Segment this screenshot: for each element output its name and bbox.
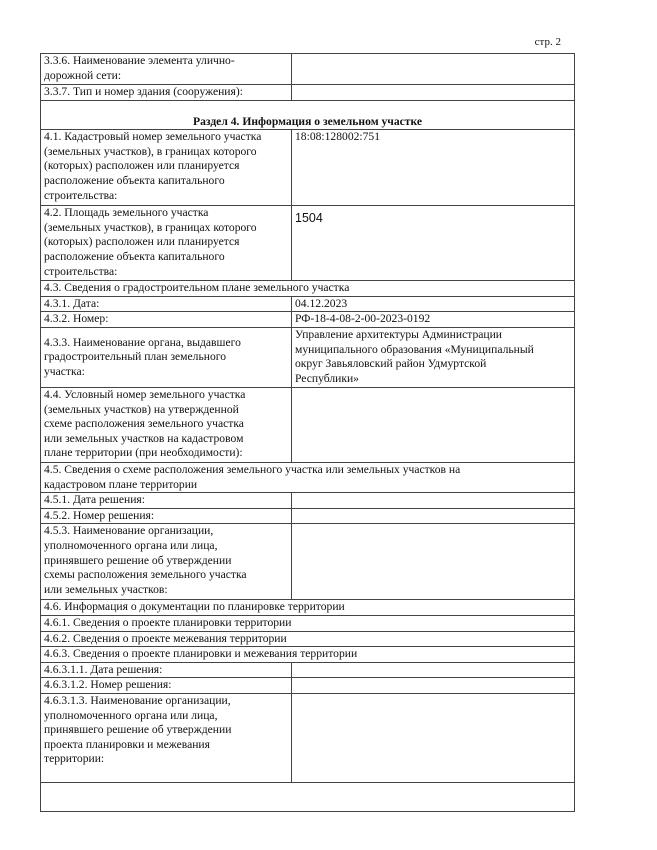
project-organization-label: 4.6.3.1.3. Наименование организации, уполномоченного органа или лица, принявшего решение об утверждении проекта планировки и межевания территории: [41, 693, 292, 782]
table-row [41, 508, 575, 524]
urban-plan-date-value[interactable]: 04.12.2023 [292, 296, 575, 312]
scheme-organization-value[interactable] [292, 524, 575, 600]
scheme-decision-date-value[interactable] [292, 493, 575, 509]
table-row [41, 662, 575, 678]
planning-docs-section-label: 4.6. Информация о документации по планировке территории [41, 600, 575, 616]
scheme-decision-number-value[interactable] [292, 508, 575, 524]
layout-scheme-section-label: 4.5. Сведения о схеме расположения земельного участка или земельных участков на кадастровом плане территории [41, 462, 575, 492]
table-row [41, 493, 575, 509]
planning-surveying-project-label: 4.6.3. Сведения о проекте планировки и межевания территории [41, 647, 575, 663]
project-decision-date-label: 4.6.3.1.1. Дата решения: [41, 662, 292, 678]
project-organization-value[interactable] [292, 693, 575, 782]
building-type-value[interactable] [292, 85, 575, 101]
project-decision-number-value[interactable] [292, 678, 575, 694]
empty-bottom-row [41, 782, 575, 811]
conditional-number-label: 4.4. Условный номер земельного участка (земельных участков) на утвержденной схеме расположения земельного участка или земельных участков на кадастровом плане территории (при необходимости): [41, 387, 292, 462]
table-row [41, 85, 575, 101]
issuing-authority-label: 4.3.3. Наименование органа, выдавшего градостроительный план земельного участка: [41, 327, 292, 387]
table-row [41, 54, 575, 85]
urban-plan-number-value[interactable]: РФ-18-4-08-2-00-2023-0192 [292, 312, 575, 328]
street-element-name-label: 3.3.6. Наименование элемента улично- дорожной сети: [41, 54, 292, 85]
table-row [41, 678, 575, 694]
page-number: стр. 2 [534, 36, 561, 48]
table-row [41, 327, 575, 387]
scheme-organization-label: 4.5.3. Наименование организации, уполномоченного органа или лица, принявшего решение об утверждении схемы расположения земельного участка или земельных участков: [41, 524, 292, 600]
table-row [41, 631, 575, 647]
urban-plan-number-label: 4.3.2. Номер: [41, 312, 292, 328]
table-row [41, 296, 575, 312]
table-row [41, 524, 575, 600]
issuing-authority-value[interactable]: Управление архитектуры Администрации муниципального образования «Муниципальный округ Завьяловский район Удмуртской Республики» [292, 327, 575, 387]
table-row [41, 130, 575, 206]
table-row [41, 100, 575, 130]
street-element-name-value[interactable] [292, 54, 575, 85]
table-row [41, 387, 575, 462]
table-row [41, 693, 575, 782]
table-row [41, 206, 575, 281]
section-4-title: Раздел 4. Информация о земельном участке [41, 100, 575, 130]
surveying-project-label: 4.6.2. Сведения о проекте межевания территории [41, 631, 575, 647]
project-decision-number-label: 4.6.3.1.2. Номер решения: [41, 678, 292, 694]
cadastral-number-value[interactable]: 18:08:128002:751 [292, 130, 575, 206]
table-row [41, 600, 575, 616]
plot-area-label: 4.2. Площадь земельного участка (земельных участков), в границах которого (которых) расположен или планируется расположение объекта капитального строительства: [41, 206, 292, 281]
table-row [41, 462, 575, 492]
conditional-number-value[interactable] [292, 387, 575, 462]
planning-project-label: 4.6.1. Сведения о проекте планировки территории [41, 615, 575, 631]
urban-plan-date-label: 4.3.1. Дата: [41, 296, 292, 312]
table-row [41, 281, 575, 297]
table-row [41, 647, 575, 663]
cadastral-number-label: 4.1. Кадастровый номер земельного участка (земельных участков), в границах которого (которых) расположен или планируется расположение объекта капитального строительства: [41, 130, 292, 206]
table-row [41, 615, 575, 631]
project-decision-date-value[interactable] [292, 662, 575, 678]
building-type-label: 3.3.7. Тип и номер здания (сооружения): [41, 85, 292, 101]
table-row [41, 312, 575, 328]
urban-plan-section-label: 4.3. Сведения о градостроительном плане земельного участка [41, 281, 575, 297]
scheme-decision-number-label: 4.5.2. Номер решения: [41, 508, 292, 524]
scheme-decision-date-label: 4.5.1. Дата решения: [41, 493, 292, 509]
plot-area-value[interactable]: 1504 [292, 206, 575, 281]
land-plot-info-table [40, 53, 575, 812]
table-row [41, 782, 575, 811]
